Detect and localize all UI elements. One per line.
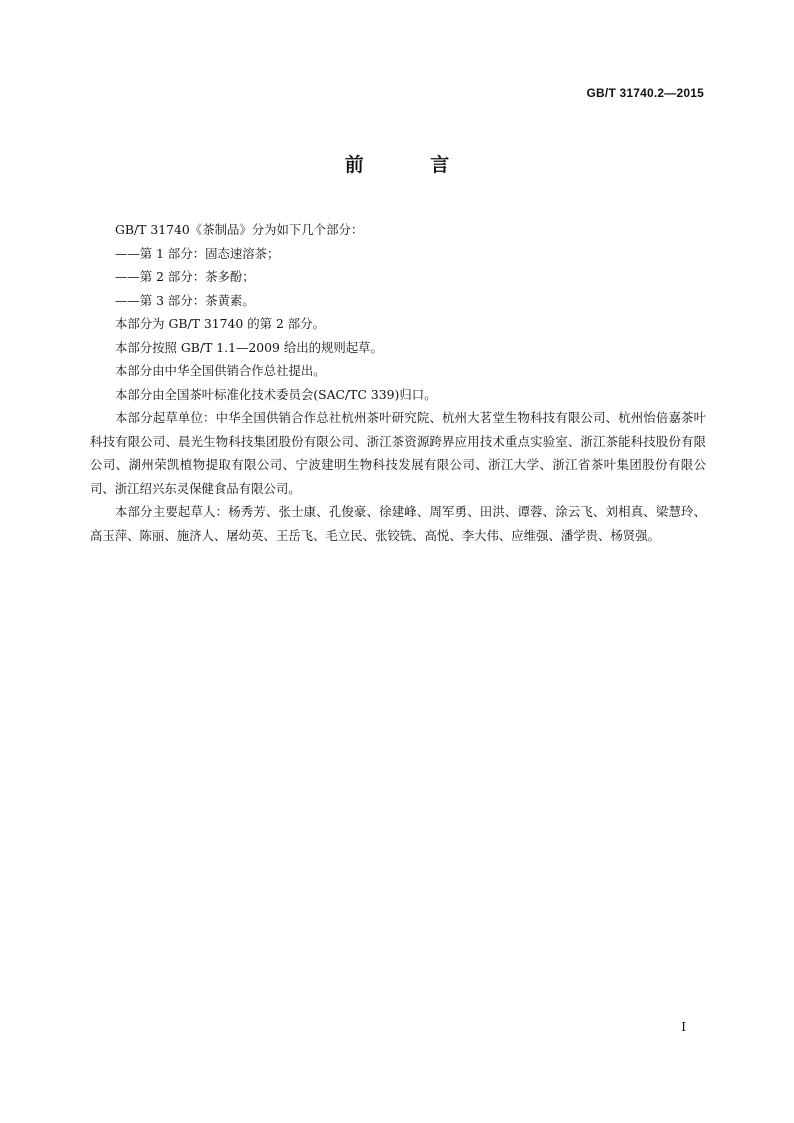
paragraph-part-3: ——第 3 部分：茶黄素。 bbox=[115, 292, 255, 308]
paragraph-part-2: ——第 2 部分：茶多酚； bbox=[115, 269, 255, 284]
foreword-body bbox=[90, 218, 706, 547]
paragraph-drafting-units: 本部分起草单位：中华全国供销合作总社杭州茶叶研究院、杭州大茗堂生物科技有限公司、杭州怡倍嘉茶叶科技有限公司、晨光生物科技集团股份有限公司、浙江茶资源跨界应用技术重点实验室、浙江茶能科技股份有限公司、湖州荣凯植物提取有限公司、宁波建明生物科技发展有限公司、浙江大学、浙江省茶叶集团股份有限公司、浙江绍兴东灵保健食品有限公司。 bbox=[90, 410, 706, 496]
paragraph-drafting-rules: 本部分按照 GB/T 1.1—2009 给出的规则起草。 bbox=[115, 339, 383, 355]
paragraph-this-part: 本部分为 GB/T 31740 的第 2 部分。 bbox=[115, 316, 325, 331]
paragraph-part-1: ——第 1 部分：固态速溶茶； bbox=[115, 245, 280, 261]
paragraph-centralized-by: 本部分由全国茶叶标准化技术委员会(SAC/TC 339)归口。 bbox=[115, 386, 437, 402]
page-number: I bbox=[681, 1020, 686, 1034]
standard-code: GB/T 31740.2—2015 bbox=[586, 86, 704, 100]
page-title: 前 言 bbox=[344, 154, 480, 176]
paragraph-proposed-by: 本部分由中华全国供销合作总社提出。 bbox=[115, 363, 326, 378]
paragraph-parts-intro: GB/T 31740《茶制品》分为如下几个部分： bbox=[115, 222, 364, 237]
paragraph-main-drafters: 本部分主要起草人：杨秀芳、张士康、孔俊豪、徐建峰、周军勇、田洪、谭蓉、涂云飞、刘相真、梁慧玲、高玉萍、陈丽、施济人、屠幼英、王岳飞、毛立民、张铰铣、高悦、李大伟、应维强、潘学贵、杨贤强。 bbox=[90, 504, 706, 543]
